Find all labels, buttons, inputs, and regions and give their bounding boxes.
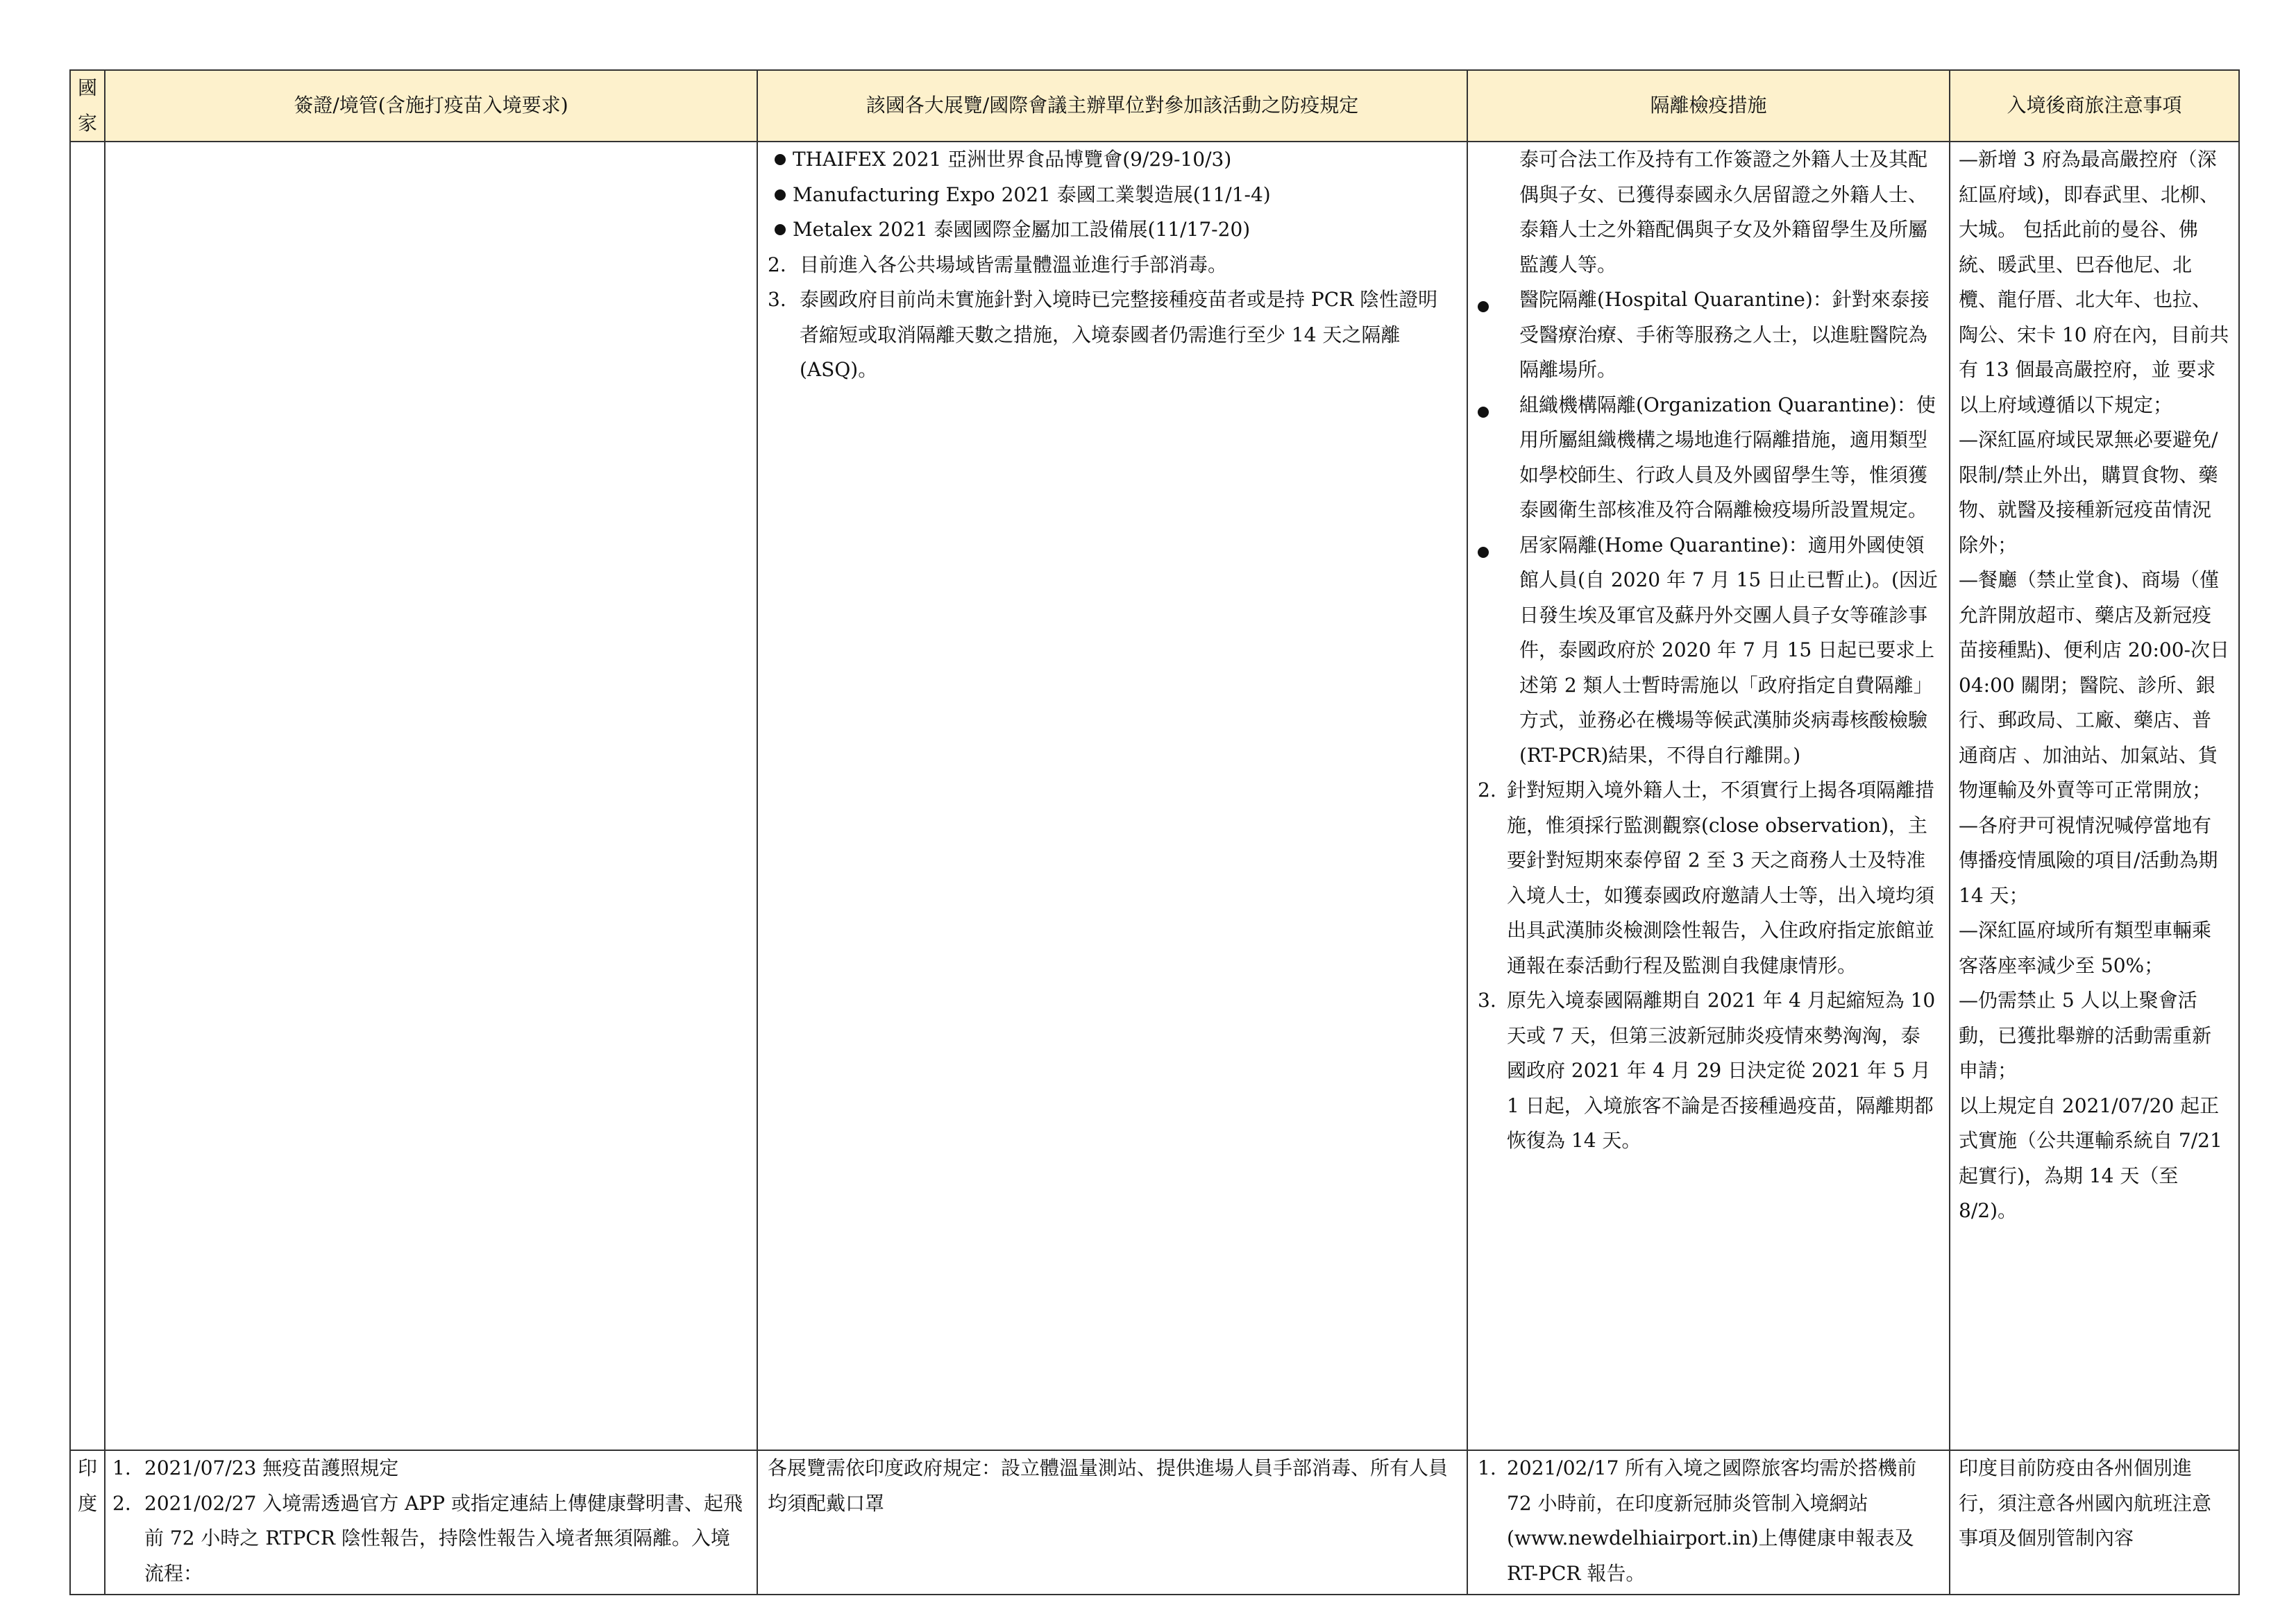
notes-cell [1950,142,2239,1450]
header-row [70,70,2239,142]
list-item: 3. 原先入境泰國隔離期自 2021 年 4 月起縮短為 10 天或 7 天，但第三波新冠肺炎疫情來勢洶洶，泰國政府 2021 年 4 月 29 日決定從 2021 年 5 月 1 日起，入境旅客不論是否接種過疫苗，隔離期都恢復為 14 天。 [1478,989,1936,1152]
country-cell: 印度 [70,1450,105,1595]
header-notes: 入境後商旅注意事項 [1950,70,2239,142]
country-cell [70,142,105,1450]
list-item: Metalex 2021 泰國國際金屬加工設備展(11/17-20) [775,212,1457,248]
visa-cell [105,142,757,1450]
notes-paragraph: —仍需禁止 5 人以上聚會活動，已獲批舉辦的活動需重新申請； [1959,989,2212,1082]
bullet-icon [775,189,786,201]
header-country: 國家 [70,70,105,142]
header-quarantine: 隔離檢疫措施 [1467,70,1950,142]
notes-paragraph: —新增 3 府為最高嚴控府（深紅區府域)，即春武里、北柳、大城。 包括此前的曼谷、佛統、暖武里、巴吞他尼、北欖、龍仔厝、北大年、也拉、陶公、宋卡 10 府在內，目前共有 13 個最高嚴控府，並 要求以上府域遵循以下規定； [1959,148,2229,416]
exhibition-cell: 各展覽需依印度政府規定：設立體溫量測站、提供進場人員手部消毒、所有人員均須配戴口罩 [757,1450,1467,1595]
bullet-icon [1478,407,1489,418]
list-item: 組織機構隔離(Organization Quarantine)：使用所屬組織機構之場地進行隔離措施，適用類型如學校師生、行政人員及外國留學生等，惟須獲泰國衛生部核准及符合隔離檢疫場所設置規定。 [1478,388,1939,528]
bullet-icon [775,224,786,235]
list-item: 1. 2021/02/17 所有入境之國際旅客均需於搭機前 72 小時前，在印度新冠肺炎管制入境網站(www.newdelhiairport.in)上傳健康申報表及 RT-PCR 報告。 [1478,1456,1917,1585]
list-item: 2. 目前進入各公共場域皆需量體溫並進行手部消毒。 [768,253,1228,276]
list-item: 1. 2021/07/23 無疫苗護照規定 [112,1456,399,1479]
bullet-icon [1478,301,1489,312]
header-visa: 簽證/境管(含施打疫苗入境要求) [105,70,757,142]
bullet-icon [775,154,786,165]
notes-paragraph: —餐廳（禁止堂食)、商場（僅允許開放超市、藥店及新冠疫苗接種點)、便利店 20:00-次日 04:00 關閉；醫院、診所、銀行、郵政局、工廠、藥店、普通商店 、加油站、加氣站、貨物運輸及外賣等可正常開放； [1959,568,2229,801]
list-item: 2. 2021/02/27 入境需透過官方 APP 或指定連結上傳健康聲明書、起飛前 72 小時之 RTPCR 陰性報告，持陰性報告入境者無須隔離。入境流程： [112,1491,743,1585]
notes-paragraph: 以上規定自 2021/07/20 起正式實施（公共運輸系統自 7/21 起實行)，為期 14 天（至 8/2)。 [1959,1094,2222,1222]
epidemic-policy-table [69,69,2240,1595]
quarantine-cell [1467,1450,1950,1595]
notes-cell: 印度目前防疫由各州個別進行，須注意各州國內航班注意事項及個別管制內容 [1950,1450,2239,1595]
exhibition-cell [757,142,1467,1450]
quarantine-cell [1467,142,1950,1450]
visa-cell [105,1450,757,1595]
notes-paragraph: —各府尹可視情況喊停當地有傳播疫情風險的項目/活動為期 14 天； [1959,813,2218,907]
table-row-india [70,1450,2239,1595]
quarantine-lead: 泰可合法工作及持有工作簽證之外籍人士及其配偶與子女、已獲得泰國永久居留證之外籍人士、泰籍人士之外籍配偶與子女及外籍留學生及所屬監護人等。 [1519,148,1928,276]
header-exhibition: 該國各大展覽/國際會議主辦單位對參加該活動之防疫規定 [757,70,1467,142]
table-row-thailand [70,142,2239,1450]
list-item: THAIFEX 2021 亞洲世界食品博覽會(9/29-10/3) [775,142,1457,178]
list-item: 醫院隔離(Hospital Quarantine)：針對來泰接受醫療治療、手術等服務之人士，以進駐醫院為隔離場所。 [1478,282,1939,388]
list-item: 3. 泰國政府目前尚未實施針對入境時已完整接種疫苗者或是持 PCR 陰性證明者縮短或取消隔離天數之措施，入境泰國者仍需進行至少 14 天之隔離(ASQ)。 [768,288,1438,381]
list-item: Manufacturing Expo 2021 泰國工業製造展(11/1-4) [775,178,1457,213]
notes-paragraph: —深紅區府域民眾無必要避免/限制/禁止外出，購買食物、藥物、就醫及接種新冠疫苗情況除外； [1959,428,2218,556]
bullet-icon [1478,547,1489,558]
list-item: 居家隔離(Home Quarantine)：適用外國使領館人員(自 2020 年 7 月 15 日止已暫止)。(因近日發生埃及軍官及蘇丹外交團人員子女等確診事件，泰國政府於 2020 年 7 月 15 日起已要求上述第 2 類人士暫時需施以「政府指定自費隔離」方式，並務必在機場等候武漢肺炎病毒核酸檢驗(RT-PCR)結果，不得自行離開。) [1478,528,1939,774]
notes-paragraph: —深紅區府域所有類型車輛乘客落座率減少至 50%； [1959,919,2212,977]
list-item: 2. 針對短期入境外籍人士，不須實行上揭各項隔離措施，惟須採行監測觀察(close observation)，主要針對短期來泰停留 2 至 3 天之商務人士及特准入境人士，如獲泰國政府邀請人士等，出入境均須出具武漢肺炎檢測陰性報告，入住政府指定旅館並通報在泰活動行程及監測自我健康情形。 [1478,779,1935,977]
